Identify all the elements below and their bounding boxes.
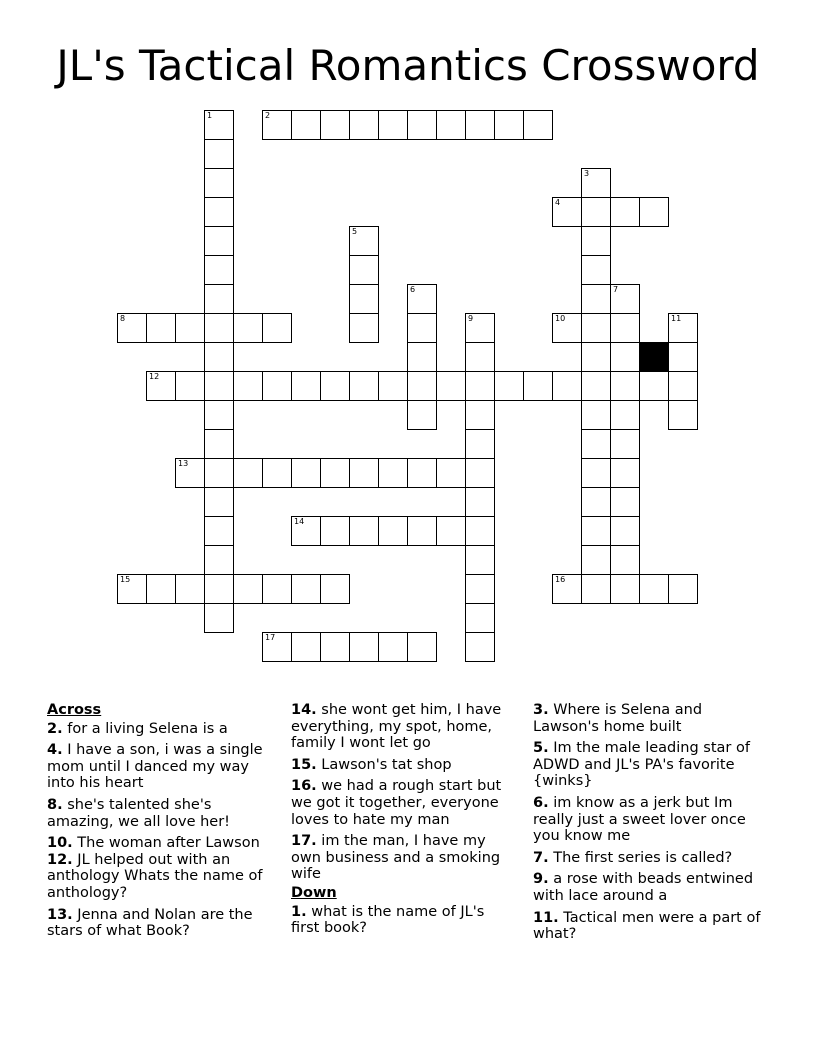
clue-number: 13. (47, 906, 73, 923)
clue-text: im the man, I have my own business and a smoking wife (291, 833, 501, 883)
clue-across-17 (291, 833, 516, 883)
grid-cell[interactable] (320, 110, 350, 140)
grid-cell[interactable] (581, 168, 611, 198)
clue-number: 15. (291, 756, 317, 773)
grid-cell[interactable] (204, 545, 234, 575)
grid-cell[interactable] (668, 574, 698, 604)
grid-cell[interactable] (610, 516, 640, 546)
grid-cell[interactable] (349, 516, 379, 546)
clue-down-11 (533, 910, 765, 943)
clue-number: 14. (291, 702, 317, 718)
clue-down-5 (533, 740, 765, 790)
grid-cell[interactable] (465, 603, 495, 633)
grid-cell[interactable] (349, 632, 379, 662)
grid-cell[interactable] (320, 458, 350, 488)
clue-number-label: 1 (207, 111, 213, 120)
grid-cell[interactable] (262, 458, 292, 488)
clue-text: we had a rough start but we got it together, everyone loves to hate my man (291, 778, 502, 828)
clue-across-8 (47, 797, 277, 830)
clue-across-12 (47, 852, 277, 902)
clue-number-label: 12 (149, 372, 160, 381)
clue-text: what is the name of JL's first book? (291, 903, 485, 937)
grid-cell[interactable] (204, 429, 234, 459)
grid-cell[interactable] (465, 516, 495, 546)
clue-number: 11. (533, 909, 559, 926)
grid-cell[interactable] (581, 487, 611, 517)
grid-cell[interactable] (204, 458, 234, 488)
grid-cell[interactable] (581, 197, 611, 227)
grid-cell[interactable] (291, 371, 321, 401)
grid-cell[interactable] (610, 574, 640, 604)
grid-cell[interactable] (668, 342, 698, 372)
grid-cell[interactable] (146, 313, 176, 343)
grid-cell[interactable] (204, 139, 234, 169)
grid-cell[interactable] (639, 574, 669, 604)
clue-text: Jenna and Nolan are the stars of what Book? (47, 906, 253, 940)
grid-cell[interactable] (610, 487, 640, 517)
grid-cell[interactable] (581, 342, 611, 372)
grid-cell[interactable] (349, 371, 379, 401)
clue-text: Tactical men were a part of what? (533, 909, 761, 943)
grid-cell[interactable] (378, 110, 408, 140)
grid-cell[interactable] (581, 545, 611, 575)
grid-cell[interactable] (668, 400, 698, 430)
grid-cell[interactable] (407, 110, 437, 140)
grid-cell[interactable] (523, 371, 553, 401)
grid-cell[interactable] (204, 371, 234, 401)
clue-number: 17. (291, 833, 317, 850)
clue-number-label: 4 (555, 198, 561, 207)
grid-cell[interactable] (233, 371, 263, 401)
grid-cell[interactable] (436, 458, 466, 488)
clue-number: 12. (47, 851, 73, 868)
clue-down-7 (533, 850, 765, 867)
grid-cell[interactable] (204, 313, 234, 343)
clues-column-3 (533, 702, 765, 948)
grid-cell[interactable] (436, 371, 466, 401)
grid-cell[interactable] (349, 226, 379, 256)
grid-cell[interactable] (349, 313, 379, 343)
clue-text: JL helped out with an anthology Whats the name of anthology? (47, 851, 263, 901)
grid-cell[interactable] (552, 313, 582, 343)
grid-cell[interactable] (320, 371, 350, 401)
grid-cell[interactable] (465, 371, 495, 401)
grid-cell[interactable] (407, 342, 437, 372)
grid-cell[interactable] (204, 168, 234, 198)
clue-number: 6. (533, 794, 549, 811)
grid-cell[interactable] (204, 342, 234, 372)
grid-cell[interactable] (204, 255, 234, 285)
clue-number: 1. (291, 903, 307, 920)
grid-cell[interactable] (204, 284, 234, 314)
grid-cell[interactable] (581, 516, 611, 546)
clue-across-16 (291, 778, 516, 828)
clue-down-9 (533, 871, 765, 904)
grid-cell[interactable] (291, 458, 321, 488)
grid-cell[interactable] (291, 516, 321, 546)
clue-number-label: 17 (265, 633, 276, 642)
grid-cell[interactable] (668, 313, 698, 343)
grid-cell[interactable] (291, 632, 321, 662)
clue-number: 4. (47, 742, 63, 759)
grid-cell[interactable] (407, 632, 437, 662)
grid-cell[interactable] (204, 197, 234, 227)
clue-number: 9. (533, 871, 549, 888)
grid-cell[interactable] (233, 574, 263, 604)
grid-cell[interactable] (291, 110, 321, 140)
grid-cell[interactable] (349, 255, 379, 285)
puzzle-title: JL's Tactical Romantics Crossword (56, 41, 760, 90)
grid-cell[interactable] (262, 632, 292, 662)
grid-cell[interactable] (581, 574, 611, 604)
grid-cell[interactable] (146, 574, 176, 604)
grid-cell[interactable] (262, 313, 292, 343)
grid-cell[interactable] (465, 458, 495, 488)
grid-cell[interactable] (465, 342, 495, 372)
grid-cell[interactable] (436, 110, 466, 140)
grid-cell[interactable] (465, 110, 495, 140)
down-heading: Down (291, 884, 337, 901)
grid-cell[interactable] (175, 458, 205, 488)
clues-column-2 (291, 702, 516, 942)
clue-number-label: 13 (178, 459, 189, 468)
grid-cell[interactable] (581, 429, 611, 459)
grid-cell[interactable] (204, 516, 234, 546)
grid-cell[interactable] (204, 110, 234, 140)
clue-across-13 (47, 907, 277, 940)
clue-down-1 (291, 904, 516, 937)
grid-cell[interactable] (262, 574, 292, 604)
clue-text: Where is Selena and Lawson's home built (533, 702, 703, 735)
clue-number: 3. (533, 702, 549, 718)
clue-text: Lawson's tat shop (321, 756, 452, 773)
clue-number-label: 3 (584, 169, 590, 178)
clue-number: 8. (47, 796, 63, 813)
grid-cell[interactable] (349, 458, 379, 488)
grid-cell[interactable] (436, 516, 466, 546)
across-heading: Across (47, 702, 102, 718)
clue-number-label: 11 (671, 314, 682, 323)
grid-cell[interactable] (407, 284, 437, 314)
clue-text: im know as a jerk but Im really just a sweet lover once you know me (533, 794, 746, 845)
clue-number-label: 16 (555, 575, 566, 584)
grid-cell[interactable] (117, 313, 147, 343)
grid-cell[interactable] (407, 313, 437, 343)
grid-cell[interactable] (523, 110, 553, 140)
grid-cell[interactable] (581, 284, 611, 314)
clue-text: I have a son, i was a single mom until I danced my way into his heart (47, 742, 263, 792)
clue-number-label: 2 (265, 111, 271, 120)
grid-cell[interactable] (117, 574, 147, 604)
grid-cell[interactable] (291, 574, 321, 604)
grid-cell[interactable] (610, 545, 640, 575)
grid-cell[interactable] (378, 632, 408, 662)
clue-text: a rose with beads entwined with lace around a (533, 871, 754, 904)
grid-cell[interactable] (581, 255, 611, 285)
clue-number: 10. (47, 835, 73, 852)
grid-cell[interactable] (320, 516, 350, 546)
grid-cell[interactable] (146, 371, 176, 401)
grid-cell[interactable] (610, 313, 640, 343)
clue-across-4 (47, 742, 277, 792)
grid-cell[interactable] (175, 371, 205, 401)
grid-cell[interactable] (204, 574, 234, 604)
grid-cell[interactable] (407, 458, 437, 488)
clue-across-15 (291, 757, 516, 774)
grid-cell[interactable] (494, 110, 524, 140)
grid-cell[interactable] (465, 429, 495, 459)
grid-cell[interactable] (581, 313, 611, 343)
clue-text: she wont get him, I have everything, my spot, home, family I wont let go (291, 702, 502, 752)
grid-cell[interactable] (262, 110, 292, 140)
grid-cell[interactable] (639, 197, 669, 227)
clue-text: The woman after Lawson (77, 835, 260, 852)
clue-across-2 (47, 721, 277, 738)
clue-down-3 (533, 702, 765, 735)
grid-cell[interactable] (465, 487, 495, 517)
grid-cell[interactable] (668, 371, 698, 401)
grid-cell[interactable] (610, 458, 640, 488)
clue-text: Im the male leading star of ADWD and JL's PA's favorite {winks} (533, 740, 750, 790)
grid-cell[interactable] (581, 458, 611, 488)
clue-across-10 (47, 835, 277, 852)
grid-cell[interactable] (204, 603, 234, 633)
grid-cell[interactable] (349, 110, 379, 140)
grid-cell[interactable] (407, 400, 437, 430)
grid-cell[interactable] (204, 487, 234, 517)
clue-number-label: 14 (294, 517, 305, 526)
clue-number: 16. (291, 778, 317, 795)
grid-cell[interactable] (233, 458, 263, 488)
clue-number-label: 15 (120, 575, 131, 584)
grid-cell[interactable] (610, 400, 640, 430)
grid-cell[interactable] (175, 574, 205, 604)
grid-cell[interactable] (610, 342, 640, 372)
grid-cell[interactable] (610, 284, 640, 314)
grid-cell[interactable] (175, 313, 205, 343)
clue-number-label: 5 (352, 227, 358, 236)
clue-text: The first series is called? (553, 849, 733, 866)
grid-cell[interactable] (407, 516, 437, 546)
clue-number-label: 7 (613, 285, 619, 294)
grid-cell[interactable] (639, 371, 669, 401)
grid-cell[interactable] (262, 371, 292, 401)
grid-cell[interactable] (552, 197, 582, 227)
grid-cell[interactable] (407, 371, 437, 401)
clue-number-label: 9 (468, 314, 474, 323)
grid-cell[interactable] (465, 574, 495, 604)
clue-text: she's talented she's amazing, we all love her! (47, 796, 230, 830)
grid-cell[interactable] (465, 545, 495, 575)
grid-cell[interactable] (465, 400, 495, 430)
grid-cell[interactable] (204, 400, 234, 430)
grid-cell[interactable] (465, 632, 495, 662)
grid-cell[interactable] (204, 226, 234, 256)
clue-text: for a living Selena is a (67, 720, 228, 737)
clue-across-14 (291, 702, 516, 752)
clue-number: 7. (533, 849, 549, 866)
clue-number: 2. (47, 720, 63, 737)
grid-cell[interactable] (494, 371, 524, 401)
grid-cell[interactable] (581, 400, 611, 430)
clues-column-1 (47, 702, 277, 945)
grid-cell[interactable] (581, 226, 611, 256)
blocked-cell (639, 342, 669, 372)
grid-cell[interactable] (610, 429, 640, 459)
clue-number-label: 10 (555, 314, 566, 323)
grid-cell[interactable] (552, 371, 582, 401)
grid-cell[interactable] (320, 574, 350, 604)
clue-down-6 (533, 795, 765, 845)
grid-cell[interactable] (378, 371, 408, 401)
grid-cell[interactable] (378, 516, 408, 546)
grid-cell[interactable] (610, 371, 640, 401)
grid-cell[interactable] (349, 284, 379, 314)
clue-number-label: 6 (410, 285, 416, 294)
grid-cell[interactable] (320, 632, 350, 662)
grid-cell[interactable] (378, 458, 408, 488)
clue-number: 5. (533, 740, 549, 757)
grid-cell[interactable] (610, 197, 640, 227)
clue-number-label: 8 (120, 314, 126, 323)
grid-cell[interactable] (552, 574, 582, 604)
grid-cell[interactable] (465, 313, 495, 343)
grid-cell[interactable] (233, 313, 263, 343)
grid-cell[interactable] (581, 371, 611, 401)
